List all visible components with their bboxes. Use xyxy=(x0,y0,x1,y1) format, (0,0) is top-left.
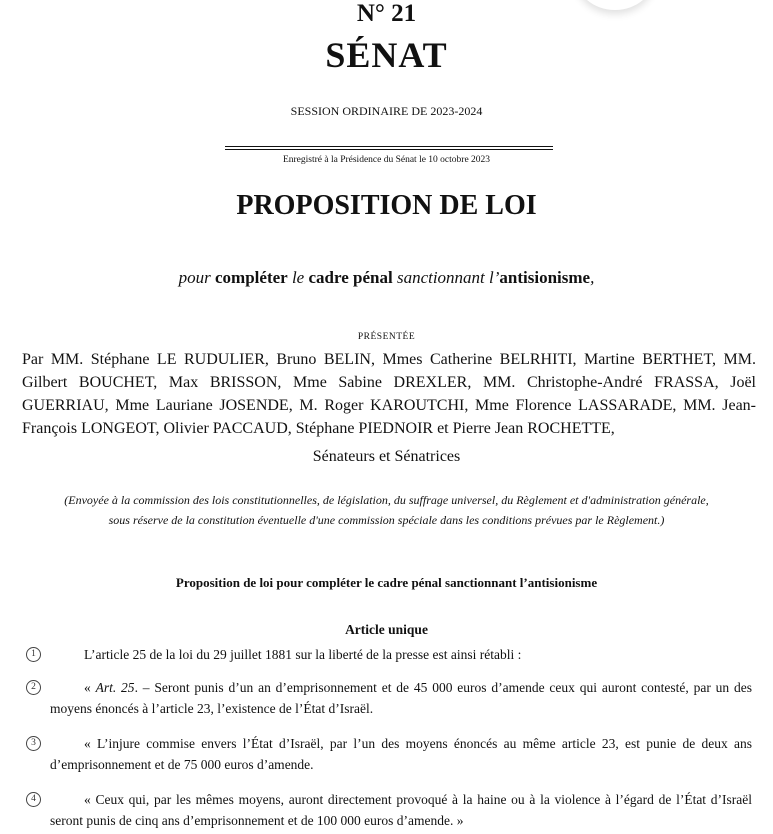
proposal-subtitle xyxy=(0,268,773,288)
alinea-body: . – Seront punis d’un an d’emprisonnement et de 45 000 euros d’amende ceux qui auront contesté, par un des moyens énoncés à l’article 23, l’existence de l’État d’Israël. xyxy=(50,680,752,716)
article-heading: Article unique xyxy=(345,622,428,637)
subtitle-part: cadre pénal xyxy=(308,268,393,287)
alinea-text: L’article 25 de la loi du 29 juillet 1881 sur la liberté de la presse est ainsi rétabli : xyxy=(84,647,522,662)
subtitle-part: pour xyxy=(178,268,211,287)
referral-line: sous réserve de la constitution éventuelle d'une commission spéciale dans les conditions prévues par le Règlement.) xyxy=(108,513,665,527)
alinea-text xyxy=(50,677,752,719)
alinea-text: « Ceux qui, par les mêmes moyens, auront directement provoqué à la haine ou à la violence à l’égard de l’État d’Israël seront punis de cinq ans d’emprisonnement et de 100 000 euros d’amende. » xyxy=(50,792,752,828)
subtitle-part: sanctionnant l’ xyxy=(396,268,500,287)
alinea-text: « L’injure commise envers l’État d’Israël, par l’un des moyens énoncés au même article 23, est punie de deux ans d’emprisonnement et de 75 000 euros d’amende. xyxy=(50,736,752,772)
document-type: PROPOSITION DE LOI xyxy=(236,190,537,221)
body-title: Proposition de loi pour compléter le cadre pénal sanctionnant l’antisionisme xyxy=(175,575,598,590)
committee-referral xyxy=(0,490,773,530)
authors-list: Par MM. Stéphane LE RUDULIER, Bruno BELIN, Mmes Catherine BELRHITI, Martine BERTHET, MM. Gilbert BOUCHET, Max BRISSON, Mme Sabine DREXLER, MM. Christophe-André FRASSA, Joël GUERRIAU, Mme Lauriane JOSENDE, M. Roger KAROUTCHI, Mme Florence LASSARADE, MM. Jean-François LONGEOT, Olivier PACCAUD, Stéphane PIEDNOIR et Pierre Jean ROCHETTE, xyxy=(22,351,756,437)
presented-label: PRÉSENTÉE xyxy=(357,332,416,342)
alinea-number-icon: 3 xyxy=(26,736,41,751)
divider-bottom xyxy=(225,149,553,150)
subtitle-part: compléter xyxy=(215,268,288,287)
alinea-number-icon: 1 xyxy=(26,647,41,662)
subtitle-part: , xyxy=(590,268,595,287)
alinea-number-icon: 2 xyxy=(26,680,41,695)
article-reference: Art. 25 xyxy=(95,680,135,695)
authors-signature: Sénateurs et Sénatrices xyxy=(312,448,461,465)
referral-line: (Envoyée à la commission des lois constitutionnelles, de législation, du suffrage universel, du Règlement et d'administration générale, xyxy=(64,493,709,507)
divider-top xyxy=(225,146,553,147)
chamber-title: SÉNAT xyxy=(325,35,448,75)
alinea-number-icon: 4 xyxy=(26,792,41,807)
session-label: SESSION ORDINAIRE DE 2023-2024 xyxy=(290,104,483,118)
subtitle-part: antisionisme xyxy=(499,268,591,287)
registration-date: Enregistré à la Présidence du Sénat le 10 octobre 2023 xyxy=(282,155,491,165)
document-number: N° 21 xyxy=(356,0,417,27)
quote-open: « xyxy=(84,680,96,695)
subtitle-part: le xyxy=(291,268,305,287)
